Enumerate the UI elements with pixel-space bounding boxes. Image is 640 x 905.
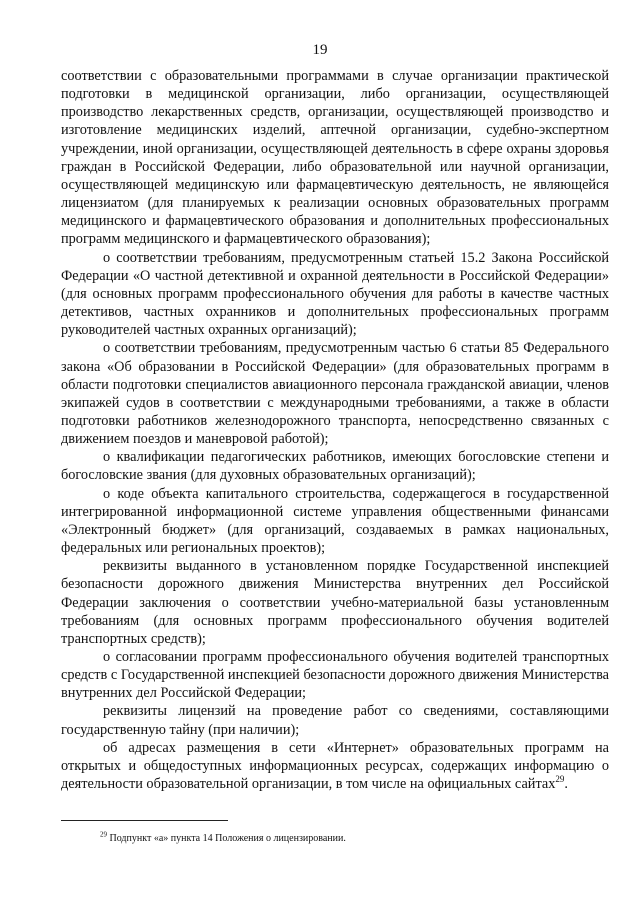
footnote-divider	[61, 820, 228, 821]
page-number: 19	[312, 42, 328, 58]
footnote-reference: 29	[555, 774, 565, 785]
paragraph-1: соответствии с образовательными программами в случае организации практической подготовки в медицинской организации, либо организации, осуществляющей производство лекарственных средств, организации, осуществляющей производство и изготовление медицинских изделий, аптечной организации, судебно-экспертном учреждении, иной организации, осуществляющей деятельность в сфере охраны здоровья граждан в Российской Федерации, либо образовательной или научной организации, осуществляющей медицинскую или фармацевтическую деятельность, не являющейся лицензиатом (для планируемых к реализации основных образовательных программ медицинского и фармацевтического образования и дополнительных профессиональных программ медицинского и фармацевтического образования);	[61, 68, 609, 248]
paragraph-8: реквизиты лицензий на проведение работ со сведениями, составляющими государственную тайну (при наличии);	[61, 703, 609, 738]
paragraph-7: о согласовании программ профессионального обучения водителей транспортных средств с Государственной инспекцией безопасности дорожного движения Министерства внутренних дел Российской Федерации;	[61, 649, 609, 702]
footnote-number: 29	[100, 830, 107, 839]
paragraph-9-text: об адресах размещения в сети «Интернет» образовательных программ на открытых и общедоступных информационных ресурсах, содержащих информацию о деятельности образовательной организации, в том числе на официальных сайтах	[61, 739, 609, 793]
paragraph-4: о квалификации педагогических работников, имеющих богословские степени и богословские звания (для духовных образовательных организаций);	[61, 449, 609, 484]
paragraph-5: о коде объекта капитального строительства, содержащегося в государственной интегрированной информационной системе управления общественными финансами «Электронный бюджет» (для организаций, создаваемых в рамках национальных, федеральных или региональных проектов);	[61, 485, 609, 557]
body-text	[61, 67, 609, 793]
paragraph-9: об адресах размещения в сети «Интернет» образовательных программ на открытых и общедоступных информационных ресурсах, содержащих информацию о деятельности образовательной организации, в том числе на официальных сайтах$^{29}$.	[61, 739, 609, 793]
paragraph-6: реквизиты выданного в установленном порядке Государственной инспекцией безопасности дорожного движения Министерства внутренних дел Российской Федерации заключения о соответствии учебно-материальной базы установленным требованиям (для основных программ профессионального обучения водителей транспортных средств);	[61, 558, 609, 647]
paragraph-2: о соответствии требованиям, предусмотренным статьей 15.2 Закона Российской Федерации «О частной детективной и охранной деятельности в Российской Федерации» (для основных программ профессионального обучения для работы в качестве частных детективов, частных охранников и дополнительных профессиональных программ руководителей частных охранных организаций);	[61, 249, 609, 339]
footnote	[100, 830, 600, 845]
paragraph-3: о соответствии требованиям, предусмотренным частью 6 статьи 85 Федерального закона «Об образовании в Российской Федерации» (для образовательных программ в области подготовки специалистов авиационного персонала гражданской авиации, членов экипажей судов в соответствии с международными требованиями, а также в области подготовки работников железнодорожного транспорта, непосредственно связанных с движением поездов и маневровой работой);	[61, 340, 609, 448]
footnote-text: Подпункт «а» пункта 14 Положения о лицензировании.	[109, 833, 346, 844]
